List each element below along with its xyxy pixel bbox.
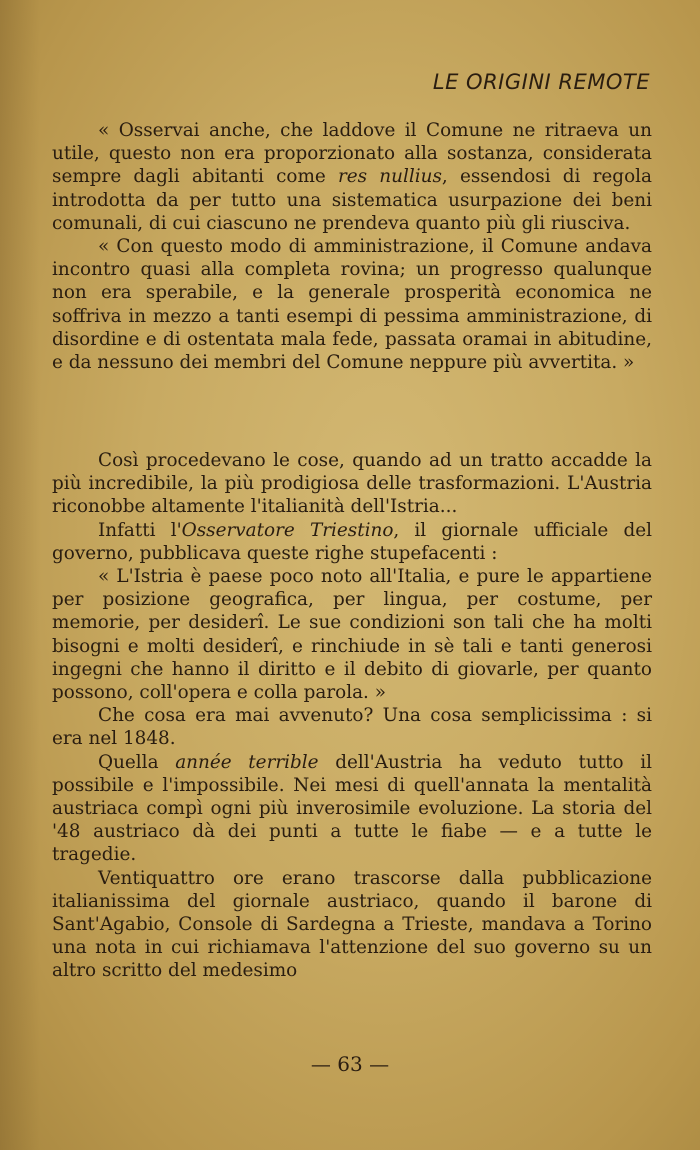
page-edge-shadow xyxy=(0,0,40,1150)
running-header: LE ORIGINI REMOTE xyxy=(432,70,650,94)
paragraph: « Osservai anche, che laddove il Comune ne ritraeva un utile, questo non era proporzionato alla sostanza, considerata sempre dagli abitanti come res nullius, essendosi di regola introdotta da per tutto una sistematica usurpazione dei beni comunali, di cui ciascuno ne prendeva quanto più gli riusciva. xyxy=(52,120,652,234)
italic-phrase: res nullius xyxy=(338,166,442,188)
italic-phrase: Osservatore Triestino xyxy=(181,519,394,541)
paragraph: Infatti l'Osservatore Triestino, il giornale ufficiale del governo, pubblicava queste righe stupefacenti : xyxy=(52,519,652,564)
paragraph: « Con questo modo di amministrazione, il Comune andava incontro quasi alla completa rovina; un progresso qualunque non era sperabile, e la generale prosperità economica ne soffriva in mezzo a tanti esempi di pessima amministrazione, di disordine e di ostentata mala fede, passata oramai in abitudine, e da nessuno dei membri del Comune neppure più avvertita. » xyxy=(52,236,652,374)
paragraph: « L'Istria è paese poco noto all'Italia, e pure le appartiene per posizione geografica, per lingua, per costume, per memorie, per desiderî. Le sue condizioni son tali che ha molti bisogni e molti desiderî, e rinchiude in sè tali e tanti generosi ingegni che hanno il diritto e il debito di giovarle, per quanto possono, coll'opera e colla parola. » xyxy=(52,566,652,704)
paragraph: Così procedevano le cose, quando ad un tratto accadde la più incredibile, la più prodigiosa delle trasformazioni. L'Austria riconobbe altamente l'italianità dell'Istria... xyxy=(52,450,652,518)
paragraph: Che cosa era mai avvenuto? Una cosa semplicissima : si era nel 1848. xyxy=(52,705,652,750)
quoted-passage xyxy=(52,119,652,374)
paragraph: Ventiquattro ore erano trascorse dalla pubblicazione italianissima del giornale austriaco, quando il barone di Sant'Agabio, Console di Sardegna a Trieste, mandava a Torino una nota in cui richiamava l'attenzione del suo governo su un altro scritto del medesimo xyxy=(52,867,652,982)
page-number: — 63 — xyxy=(310,1052,390,1076)
italic-phrase: année terrible xyxy=(175,751,319,773)
paragraph: Quella année terrible dell'Austria ha veduto tutto il possibile e l'impossibile. Nei mesi di quell'annata la mentalità austriaca compì ogni più inverosimile evoluzione. La storia del '48 austriaco dà dei punti a tutte le fiabe — e a tutte le tragedie. xyxy=(52,751,652,866)
main-text xyxy=(52,449,652,983)
